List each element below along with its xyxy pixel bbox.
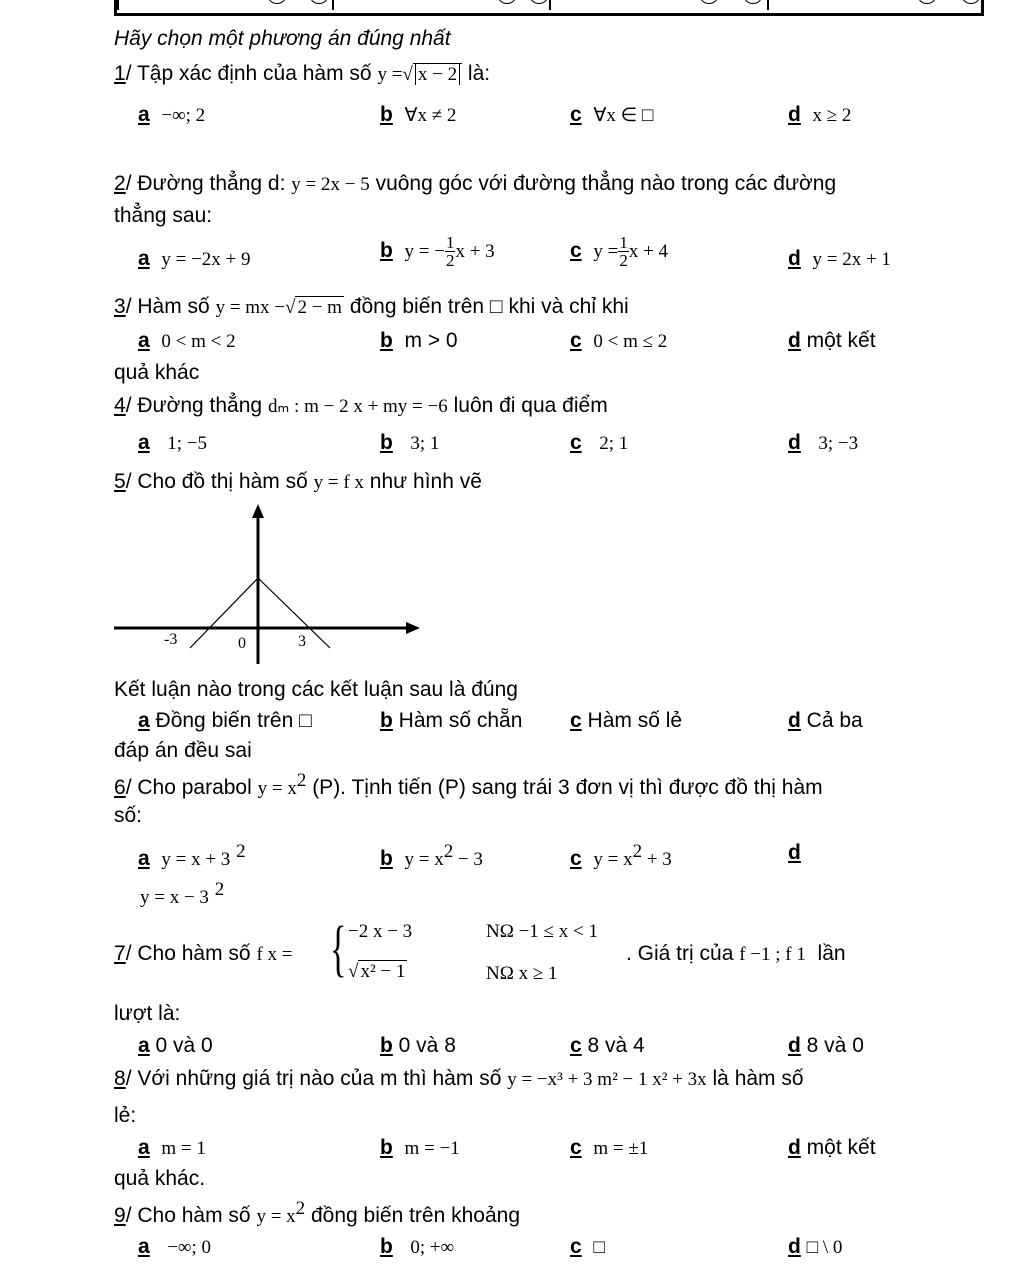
answer-table-bottom (114, 0, 984, 16)
graph-left-branch (190, 578, 258, 648)
option-b[interactable]: b y = − $\frac{1}{2}$ x + 3 (380, 233, 495, 270)
option-d[interactable]: d □ \ 0 (788, 1235, 843, 1258)
answer-bubble[interactable] (917, 0, 937, 4)
option-d[interactable]: d một kết (788, 329, 876, 352)
question-number: 1 (114, 62, 126, 85)
question-7: 7/ Cho hàm số f x = (114, 942, 293, 965)
question-9: 9/ Cho hàm số $y = x^2$ đồng biến trên khoảng (114, 1198, 521, 1227)
question-4: 4/ Đường thẳng dₘ : m − 2 x + my = −6 luôn đi qua điểm (114, 394, 608, 417)
answer-bubble[interactable] (267, 0, 287, 4)
function-graph (110, 500, 430, 670)
option-d[interactable]: d 3; −3 (788, 431, 859, 454)
option-d[interactable]: d x ≥ 2 (788, 103, 852, 126)
option-a[interactable]: a y = x + 3 $^2$ (138, 841, 246, 870)
x-axis-arrow (406, 622, 420, 634)
instruction: Hãy chọn một phương án đúng nhất (114, 27, 451, 50)
question-6-line2: số: (114, 804, 143, 827)
answer-bubble[interactable] (743, 0, 763, 4)
option-d-wrap: quả khác (114, 361, 200, 384)
question-tail: là: (467, 62, 491, 85)
option-a[interactable]: a m = 1 (138, 1136, 206, 1159)
question-8-line2: lẻ: (114, 1104, 137, 1127)
question-7-line2: lượt là: (114, 1002, 181, 1025)
question-6: 6/ Cho parabol $y = x^2$ (P). Tịnh tiến (P) sang trái 3 đơn vị thì được đồ thị hàm (114, 770, 823, 799)
option-c[interactable]: c □ (570, 1235, 605, 1258)
option-d[interactable]: d (788, 841, 801, 864)
question-2-line2: thẳng sau: (114, 204, 213, 227)
option-b[interactable]: b Hàm số chẵn (380, 709, 523, 732)
question-1: 1/ Tập xác định của hàm số y =√ x − 2 là: (114, 62, 491, 85)
formula: y = (377, 64, 403, 85)
option-b[interactable]: b m > 0 (380, 329, 458, 352)
option-a[interactable]: a 0 < m < 2 (138, 329, 236, 352)
option-a[interactable]: a 1; −5 (138, 431, 207, 454)
option-c[interactable]: c $y = x^2 + 3$ (570, 841, 672, 870)
option-d-wrap: đáp án đều sai (114, 739, 252, 762)
question-text: / Tập xác định của hàm số (125, 62, 372, 85)
option-c[interactable]: c Hàm số lẻ (570, 709, 683, 732)
answer-bubble[interactable] (961, 0, 981, 4)
option-d[interactable]: d Cả ba (788, 709, 863, 732)
option-d[interactable]: d 8 và 0 (788, 1034, 864, 1057)
option-b[interactable]: b 3; 1 (380, 431, 440, 454)
question-8: 8/ Với những giá trị nào của m thì hàm số y = −x³ + 3 m² − 1 x² + 3x là hàm số (114, 1067, 804, 1090)
option-b[interactable]: b 0 và 8 (380, 1034, 456, 1057)
formula: dₘ : m − 2 x + my = −6 (267, 396, 448, 417)
question-5: 5/ Cho đồ thị hàm số y = f x như hình vẽ (114, 470, 482, 493)
option-c[interactable]: c 2; 1 (570, 431, 629, 454)
option-a[interactable]: a y = −2x + 9 (138, 247, 251, 270)
option-d-wrap: quả khác. (114, 1167, 206, 1190)
option-c[interactable]: c ∀x ∈ □ (570, 103, 654, 126)
piecewise-cond-2: NΩ x ≥ 1 (486, 963, 558, 984)
option-d-wrap: y = x − 3 $^2$ (140, 879, 225, 908)
option-c[interactable]: c y = $\frac{1}{2}$ x + 4 (570, 233, 669, 270)
option-c[interactable]: c m = ±1 (570, 1136, 649, 1159)
piecewise-brace: { (330, 915, 347, 983)
option-d[interactable]: d y = 2x + 1 (788, 247, 891, 270)
formula: y = 2x − 5 (291, 174, 370, 195)
option-d[interactable]: d một kết (788, 1136, 876, 1159)
tick-label: 0 (238, 635, 246, 652)
piecewise-case-1: −2 x − 3 (348, 921, 413, 942)
piecewise-cond-1: NΩ −1 ≤ x < 1 (486, 921, 598, 942)
question-3: 3/ Hàm số y = mx −√ 2 − m đồng biến trên □ khi và chỉ khi (114, 295, 629, 318)
tick-label: 3 (298, 633, 306, 650)
answer-bubble[interactable] (309, 0, 329, 4)
option-b[interactable]: b ∀x ≠ 2 (380, 103, 457, 126)
answer-bubble[interactable] (699, 0, 719, 4)
option-a[interactable]: a −∞; 2 (138, 103, 206, 126)
answer-bubble[interactable] (497, 0, 517, 4)
piecewise-case-2: √ x² − 1 (348, 961, 406, 982)
option-b[interactable]: b $y = x^2 - 3$ (380, 841, 483, 870)
option-a[interactable]: a −∞; 0 (138, 1235, 211, 1258)
option-c[interactable]: c 8 và 4 (570, 1034, 645, 1057)
tick-label: -3 (164, 631, 178, 648)
formula-radicand: x − 2 (415, 64, 460, 85)
answer-bubble[interactable] (529, 0, 549, 4)
formula: y = f x (313, 472, 364, 493)
option-a[interactable]: a 0 và 0 (138, 1034, 213, 1057)
option-c[interactable]: c 0 < m ≤ 2 (570, 329, 668, 352)
option-b[interactable]: b 0; +∞ (380, 1235, 455, 1258)
question-5-prompt: Kết luận nào trong các kết luận sau là đúng (114, 678, 518, 701)
question-2: 2/ Đường thẳng d: y = 2x − 5 vuông góc với đường thẳng nào trong các đường (114, 172, 837, 195)
graph-right-branch (258, 578, 330, 648)
question-7-tail: . Giá trị của f −1 ; f 1 lần (626, 942, 846, 965)
option-a[interactable]: a Đồng biến trên □ (138, 709, 312, 732)
y-axis-arrow (252, 504, 264, 518)
formula: y = −x³ + 3 m² − 1 x² + 3x (507, 1069, 707, 1090)
fraction: $\frac{1}{2}$ (619, 233, 628, 270)
option-b[interactable]: b m = −1 (380, 1136, 460, 1159)
fraction: $\frac{1}{2}$ (445, 233, 455, 270)
